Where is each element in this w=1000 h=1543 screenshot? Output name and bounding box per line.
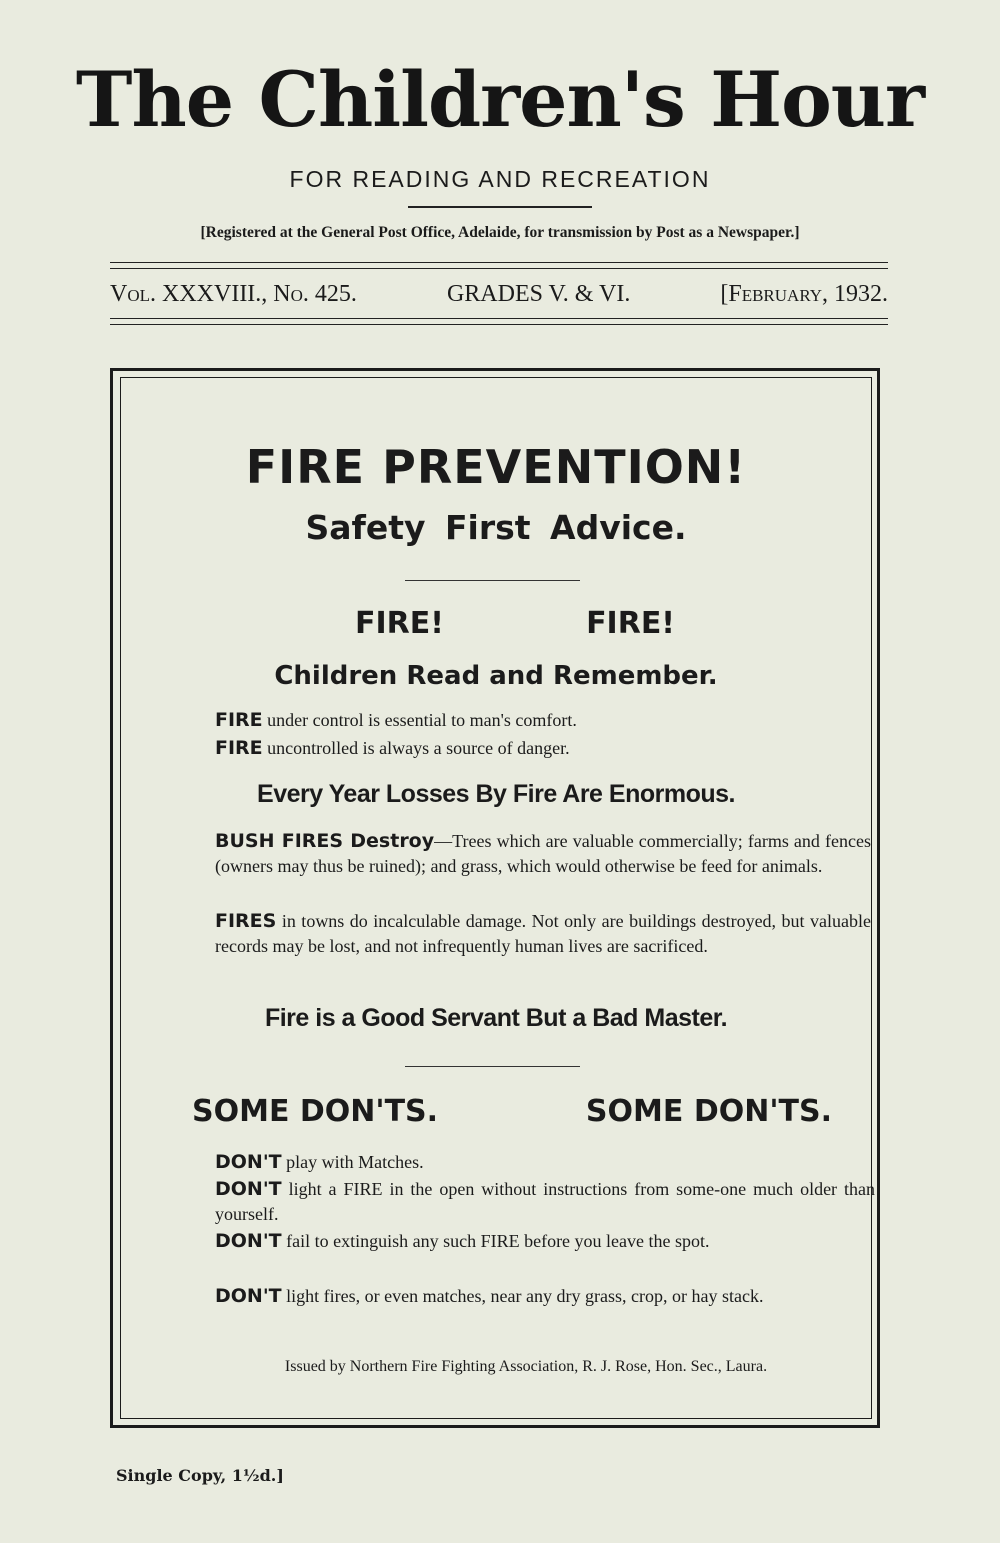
dont-text-4: light fires, or even matches, near any dry grass, crop, or hay stack. [286, 1286, 764, 1306]
dont-text-1: play with Matches. [286, 1152, 424, 1172]
notice-heading: FIRE PREVENTION! [245, 440, 747, 494]
masthead-divider [408, 206, 592, 208]
fire-control-bold: FIRE [215, 709, 263, 731]
fire-control-text: under control is essential to man's comfort. [267, 710, 577, 730]
town-fires-paragraph [176, 909, 871, 959]
bush-fires-text: —Trees which are valuable commercially; farms and fences (owners may thus be ruined); and grass, which would otherwise be feed for animals. [215, 831, 871, 876]
volume-number: Vol. XXXVIII., No. 425. [110, 281, 357, 307]
losses-heading: Every Year Losses By Fire Are Enormous. [257, 780, 735, 808]
fire-danger-line [215, 737, 570, 759]
some-donts-left: SOME DON'TS. [192, 1094, 439, 1129]
registration-notice: [Registered at the General Post Office, Adelaide, for transmission by Post as a Newspaper.] [200, 224, 800, 241]
fire-danger-text: uncontrolled is always a source of danger. [267, 738, 570, 758]
fire-right: FIRE! [586, 606, 675, 641]
fire-left: FIRE! [355, 606, 444, 641]
town-fires-text: in towns do incalculable damage. Not only are buildings destroyed, but valuable records may be lost, and not infrequently human lives are sacrificed. [215, 911, 871, 956]
dont-label: DON'T [215, 1230, 282, 1252]
dont-text-2: light a FIRE in the open without instructions from some-one much older than yourself. [215, 1179, 875, 1224]
some-donts-row [192, 1094, 832, 1129]
issue-date: [February, 1932. [720, 281, 888, 307]
top-rule-2 [110, 268, 888, 269]
bush-fires-bold: BUSH FIRES Destroy [215, 830, 435, 852]
grades: GRADES V. & VI. [446, 281, 631, 307]
dont-label: DON'T [215, 1178, 282, 1200]
town-fires-bold: FIRES [215, 910, 277, 932]
separator-2 [405, 1066, 580, 1067]
masthead-subtitle: FOR READING AND RECREATION [289, 166, 711, 192]
dont-label: DON'T [215, 1285, 282, 1307]
masthead-title: The Children's Hour [75, 55, 925, 144]
good-servant-heading: Fire is a Good Servant But a Bad Master. [264, 1004, 728, 1032]
separator-1 [405, 580, 580, 581]
bottom-rule-1 [110, 318, 888, 319]
top-rule-1 [110, 262, 888, 263]
notice-subheading: Safety First Advice. [305, 508, 687, 547]
fire-control-line [215, 709, 577, 731]
dont-text-3: fail to extinguish any such FIRE before you leave the spot. [286, 1231, 710, 1251]
issue-line [110, 281, 888, 308]
dont-item [176, 1177, 875, 1227]
read-remember-heading: Children Read and Remember. [274, 661, 718, 691]
dont-label: DON'T [215, 1151, 282, 1173]
fire-fire-row [355, 606, 675, 641]
dont-item [176, 1150, 875, 1175]
bush-fires-paragraph [176, 829, 871, 879]
dont-item [176, 1284, 875, 1309]
some-donts-right: SOME DON'TS. [585, 1094, 832, 1129]
dont-item [176, 1229, 875, 1254]
fire-danger-bold: FIRE [215, 737, 263, 759]
bottom-rule-2 [110, 324, 888, 325]
issued-by-line: Issued by Northern Fire Fighting Association, R. J. Rose, Hon. Sec., Laura. [284, 1358, 768, 1375]
single-copy-price: Single Copy, 1½d.] [116, 1466, 284, 1485]
